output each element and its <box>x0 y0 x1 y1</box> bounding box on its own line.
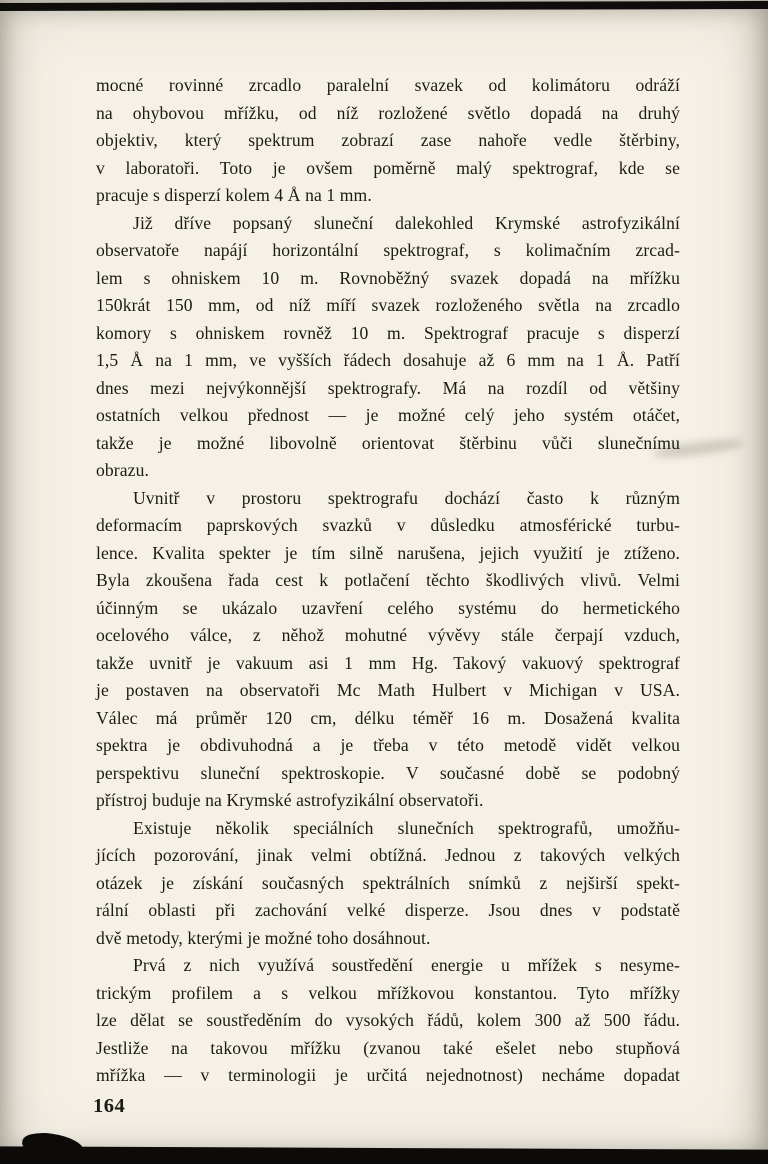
text-line: dvě metody, kterými je možné toho dosáhnout. <box>96 927 431 948</box>
text-line: účinným se ukázalo uzavření celého systému do hermetického <box>96 597 680 618</box>
text-line: otázek je získání současných spektrálních snímků z nejširší spekt- <box>96 872 680 893</box>
text-line: Byla zkoušena řada cest k potlačení těchto škodlivých vlivů. Velmi <box>96 570 680 590</box>
text-line: Prvá z nich využívá soustředění energie u mřížek s nesyme- <box>133 955 680 975</box>
text-line: Válec má průměr 120 cm, délku téměř 16 m. Dosažená kvalita <box>96 707 680 728</box>
paragraph <box>96 485 680 815</box>
text-line: je postaven na observatoři Mc Math Hulbert v Michigan v USA. <box>96 680 680 700</box>
text-line: lze dělat se soustředěním do vysokých řádů, kolem 300 až 500 řádu. <box>96 1010 680 1030</box>
paragraph <box>96 72 680 210</box>
text-line: mřížka — v terminologii je určitá nejednotnost) necháme dopadat <box>96 1065 680 1085</box>
scan-top-edge <box>0 1 768 11</box>
text-line: ocelového válce, z něhož mohutné vývěvy stále čerpají vzduch, <box>96 625 680 645</box>
text-line: jících pozorování, jinak velmi obtížná. Jednou z takových velkých <box>96 845 680 865</box>
text-line: přístroj buduje na Krymské astrofyzikální observatoři. <box>96 790 484 810</box>
text-line: ostatních velkou přednost — je možné celý jeho systém otáčet, <box>96 405 680 425</box>
text-line: 150krát 150 mm, od níž míří svazek rozloženého světla na zrcadlo <box>96 295 680 315</box>
text-line: observatoře napájí horizontální spektrograf, s kolimačním zrcad- <box>96 240 680 260</box>
text-line: na ohybovou mřížku, od níž rozložené světlo dopadá na druhý <box>96 102 680 123</box>
text-line: trickým profilem a s velkou mřížkovou konstantou. Tyto mřížky <box>96 982 680 1003</box>
paragraph <box>96 815 680 953</box>
text-line: v laboratoři. Toto je ovšem poměrně malý spektrograf, kde se <box>96 157 680 178</box>
text-line: rální oblasti při zachování velké disperze. Jsou dnes v podstatě <box>96 900 680 920</box>
text-line: takže je možné libovolně orientovat štěrbinu vůči slunečnímu <box>96 432 680 453</box>
text-line: Uvnitř v prostoru spektrografu dochází často k různým <box>133 487 680 508</box>
text-line: 1,5 Å na 1 mm, ve vyšších řádech dosahuje až 6 mm na 1 Å. Patří <box>96 350 680 370</box>
text-line: takže uvnitř je vakuum asi 1 mm Hg. Takový vakuový spektrograf <box>96 652 680 673</box>
text-line: obrazu. <box>96 460 149 480</box>
text-line: Jestliže na takovou mřížku (zvanou také ešelet nebo stupňová <box>96 1037 680 1058</box>
text-line: lence. Kvalita spekter je tím silně narušena, jejich využití je ztíženo. <box>96 542 680 563</box>
text-line: spektra je obdivuhodná a je třeba v této metodě vidět velkou <box>96 735 680 755</box>
text-line: objektiv, který spektrum zobrazí zase nahoře vedle štěrbiny, <box>96 130 680 150</box>
page-number: 164 <box>93 1095 126 1117</box>
paragraph <box>96 210 680 485</box>
text-line: deformacím paprskových svazků v důsledku atmosférické turbu- <box>96 515 680 535</box>
text-line: dnes mezi nejvýkonnější spektrografy. Má na rozdíl od většiny <box>96 377 680 398</box>
text-line: Již dříve popsaný sluneční dalekohled Krymské astrofyzikální <box>133 212 680 233</box>
text-line: perspektivu sluneční spektroskopie. V současné době se podobný <box>96 762 680 783</box>
text-line: komory s ohniskem rovněž 10 m. Spektrograf pracuje s disperzí <box>96 322 680 343</box>
paragraph <box>96 952 680 1090</box>
text-line: lem s ohniskem 10 m. Rovnoběžný svazek dopadá na mřížku <box>96 267 680 288</box>
text-line: pracuje s disperzí kolem 4 Å na 1 mm. <box>96 185 372 205</box>
text-line: Existuje několik speciálních slunečních spektrografů, umožňu- <box>133 817 680 838</box>
text-line: mocné rovinné zrcadlo paralelní svazek od kolimátoru odráží <box>96 75 680 95</box>
scan-bottom-edge <box>0 1146 768 1164</box>
text-block <box>96 72 680 1090</box>
